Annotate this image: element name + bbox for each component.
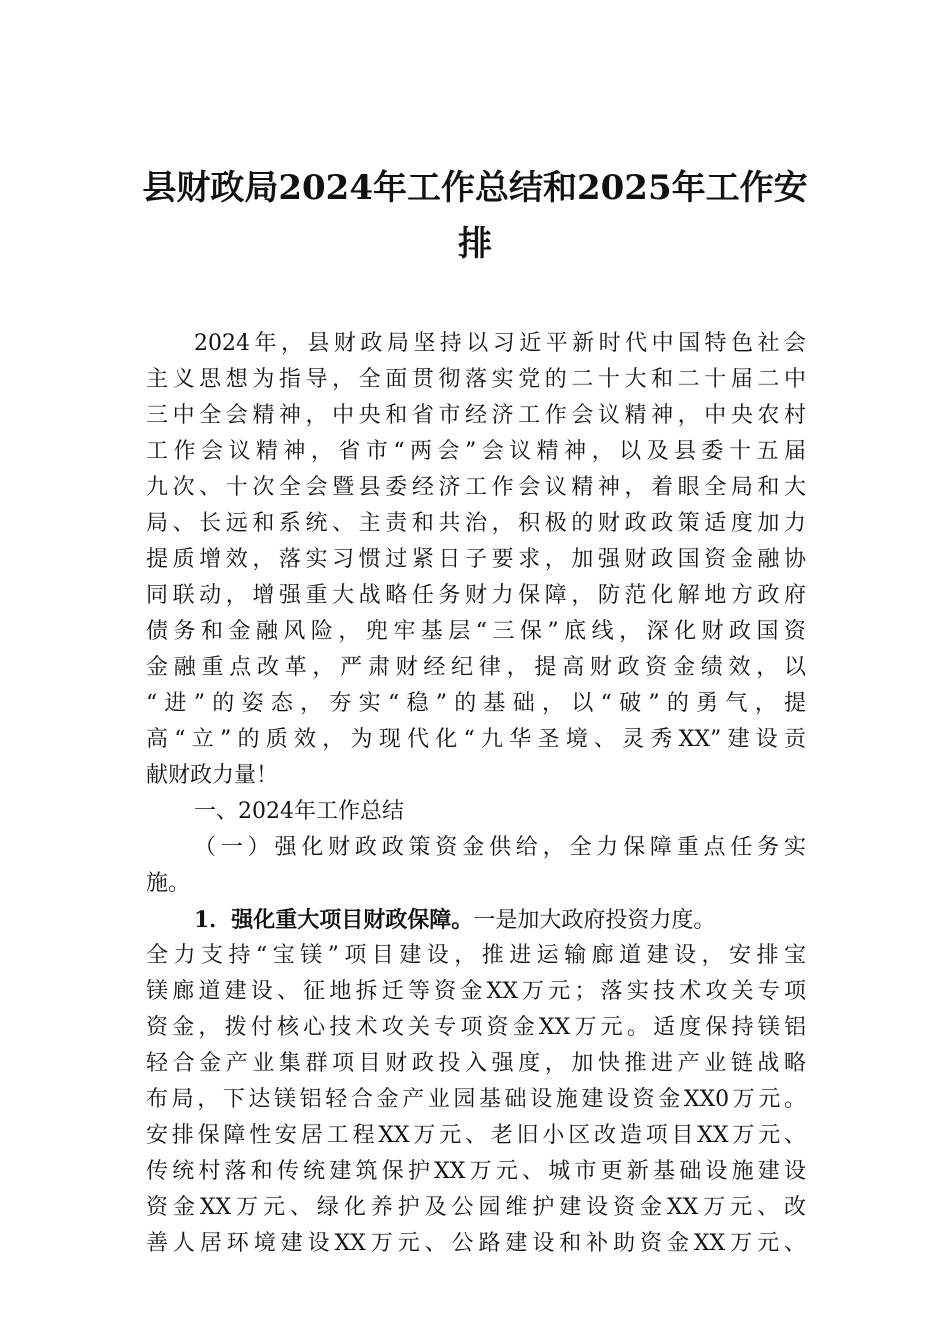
paragraph-line: 安排保障性安居工程XX万元、老旧小区改造项目XX万元、 <box>146 1123 806 1148</box>
paragraph-line: 高“立”的质效，为现代化“九华圣境、灵秀XX”建设贡 <box>146 727 806 752</box>
intro-paragraph <box>146 326 806 794</box>
paragraph-line: 主义思想为指导，全面贯彻落实党的二十大和二十届二中 <box>146 367 806 392</box>
paragraph-line: 三中全会精神，中央和省市经济工作会议精神，中央农村 <box>146 403 806 428</box>
paragraph-line: 传统村落和传统建筑保护XX万元、城市更新基础设施建设 <box>146 1159 806 1184</box>
paragraph-line: 资金，拨付核心技术攻关专项资金XX万元。适度保持镁铝 <box>146 1015 806 1040</box>
paragraph-line: 献财政力量！ <box>146 763 279 788</box>
title-line-2: 排 <box>458 224 492 264</box>
paragraph-line: 工作会议精神，省市“两会”会议精神，以及县委十五届 <box>146 439 806 464</box>
paragraph-line: 九次、十次全会暨县委经济工作会议精神，着眼全局和大 <box>146 475 806 500</box>
item-bold-lead: 1．强化重大项目财政保障。 <box>194 907 474 933</box>
title-line-1: 县财政局2024年工作总结和2025年工作安 <box>142 168 808 208</box>
paragraph-line: 布局，下达镁铝轻合金产业园基础设施建设资金XX0万元。 <box>146 1087 806 1112</box>
paragraph-line: 提质增效，落实习惯过紧日子要求，加强财政国资金融协 <box>146 547 806 572</box>
subheading-line: 施。 <box>146 871 191 896</box>
paragraph-line: 全力支持“宝镁”项目建设，推进运输廊道建设，安排宝 <box>146 943 806 968</box>
item-paragraph <box>146 902 806 1262</box>
paragraph-line: 金融重点改革，严肃财经纪律，提高财政资金绩效，以 <box>146 655 806 680</box>
paragraph-line: 轻合金产业集群项目财政投入强度，加快推进产业链战略 <box>146 1051 806 1076</box>
section-heading: 一、2024年工作总结 <box>194 799 404 824</box>
paragraph-line: 镁廊道建设、征地拆迁等资金XX万元；落实技术攻关专项 <box>146 979 806 1004</box>
item-first-line <box>146 902 806 938</box>
item-lead-rest: 一是加大政府投资力度。 <box>473 908 716 933</box>
document-title <box>140 160 810 272</box>
paragraph-line: 资金XX万元、绿化养护及公园维护建设资金XX万元、改 <box>146 1195 806 1220</box>
subheading-line: （一）强化财政政策资金供给，全力保障重点任务实 <box>194 835 806 860</box>
subsection-heading <box>146 830 806 902</box>
paragraph-line: 同联动，增强重大战略任务财力保障，防范化解地方政府 <box>146 583 806 608</box>
paragraph-line: 2024年，县财政局坚持以习近平新时代中国特色社会 <box>194 331 806 356</box>
document-body <box>146 326 806 1262</box>
paragraph-line: “进”的姿态，夯实“稳”的基础，以“破”的勇气，提 <box>146 691 806 716</box>
paragraph-line: 局、长远和系统、主责和共治，积极的财政政策适度加力 <box>146 511 806 536</box>
paragraph-line: 善人居环境建设XX万元、公路建设和补助资金XX万元、 <box>146 1231 806 1256</box>
paragraph-line: 债务和金融风险，兜牢基层“三保”底线，深化财政国资 <box>146 619 806 644</box>
